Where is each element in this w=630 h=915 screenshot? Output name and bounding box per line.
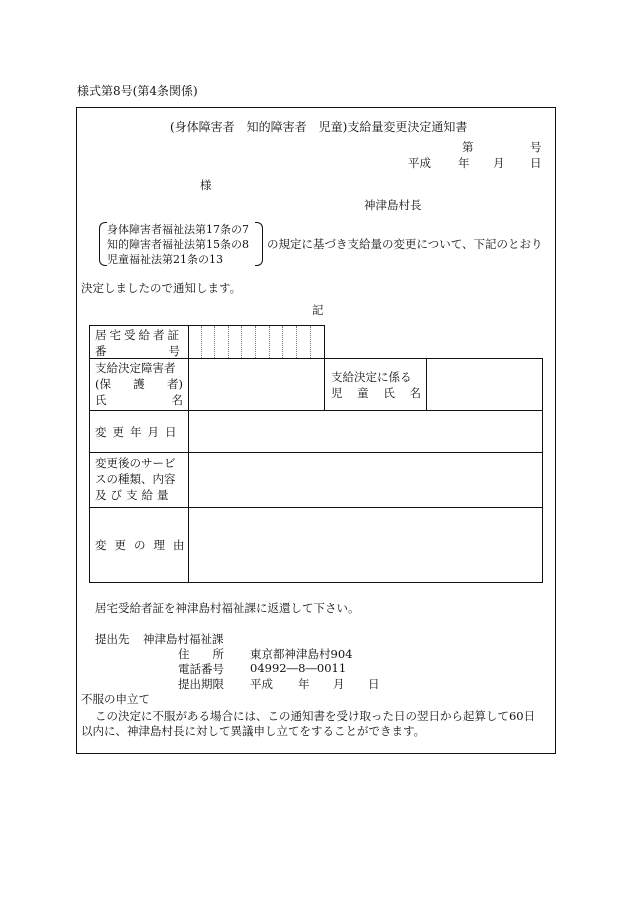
deadline-label: 提出期限 (178, 677, 224, 691)
date-year: 年 (458, 156, 470, 170)
appeal-heading: 不服の申立て (81, 692, 150, 706)
deadline-era: 平成 (250, 677, 273, 691)
date-month: 月 (493, 156, 505, 170)
issuer: 神津島村長 (364, 198, 422, 212)
table-line (89, 452, 543, 453)
appeal-line-2: 以内に、神津島村長に対して異議申し立てをすることができます。 (81, 724, 426, 738)
table-line (89, 325, 325, 326)
date-era: 平成 (408, 156, 431, 170)
label-cert-number: 居宅受給者証 番 号 (95, 328, 183, 358)
digit-divider (296, 326, 297, 358)
address: 東京都神津島村904 (250, 647, 353, 661)
phone-label: 電話番号 (178, 662, 224, 676)
digit-divider (228, 326, 229, 358)
deadline-year: 年 (298, 677, 310, 691)
digit-divider (310, 326, 311, 358)
law-1: 身体障害者福祉法第17条の7 (107, 223, 249, 236)
deadline-day: 日 (368, 677, 380, 691)
form-number: 様式第8号(第4条関係) (77, 84, 198, 98)
law-3: 児童福祉法第21条の13 (107, 253, 223, 266)
digit-divider (269, 326, 270, 358)
table-line (89, 507, 543, 508)
number-go: 号 (530, 140, 542, 154)
return-note: 居宅受給者証を神津島村福祉課に返還して下さい。 (95, 601, 360, 615)
digit-divider (201, 326, 202, 358)
body-line-2: 決定しましたので通知します。 (81, 281, 242, 295)
table-line (89, 325, 90, 583)
table-line (542, 358, 543, 583)
digit-divider (255, 326, 256, 358)
law-brace-right (255, 222, 263, 266)
law-brace-left (99, 222, 107, 266)
table-line (89, 582, 543, 583)
table-line (89, 410, 543, 411)
table-line (426, 358, 427, 411)
document-title: (身体障害者 知的障害者 児童)支給量変更決定通知書 (170, 120, 468, 134)
digit-divider (241, 326, 242, 358)
label-change-date: 変更年月日 (95, 425, 183, 439)
submit-to: 神津島村福祉課 (143, 632, 224, 646)
body-line-1: の規定に基づき支給量の変更について、下記のとおり (267, 237, 543, 251)
phone: 04992―8―0011 (250, 661, 347, 675)
label-reason: 変更の理由 (95, 538, 193, 552)
law-2: 知的障害者福祉法第15条の8 (107, 238, 249, 251)
deadline-month: 月 (333, 677, 345, 691)
number-dai: 第 (462, 140, 474, 154)
label-service: 変更後のサービ スの種類、内容 及び支給量 (95, 456, 176, 502)
ki-heading: 記 (312, 303, 324, 317)
table-line (324, 325, 325, 411)
addressee-sama: 様 (200, 178, 212, 192)
address-label: 住 所 (178, 647, 224, 661)
submit-to-label: 提出先 (95, 632, 130, 646)
label-recipient: 支給決定障害者 (保 護 者) 氏 名 (95, 361, 183, 407)
label-child: 支給決定に係る 児 童 氏 名 (331, 370, 421, 400)
appeal-line-1: この決定に不服がある場合には、この通知書を受け取った日の翌日から起算して60日 (95, 709, 536, 723)
digit-divider (214, 326, 215, 358)
date-day: 日 (530, 156, 542, 170)
digit-divider (282, 326, 283, 358)
